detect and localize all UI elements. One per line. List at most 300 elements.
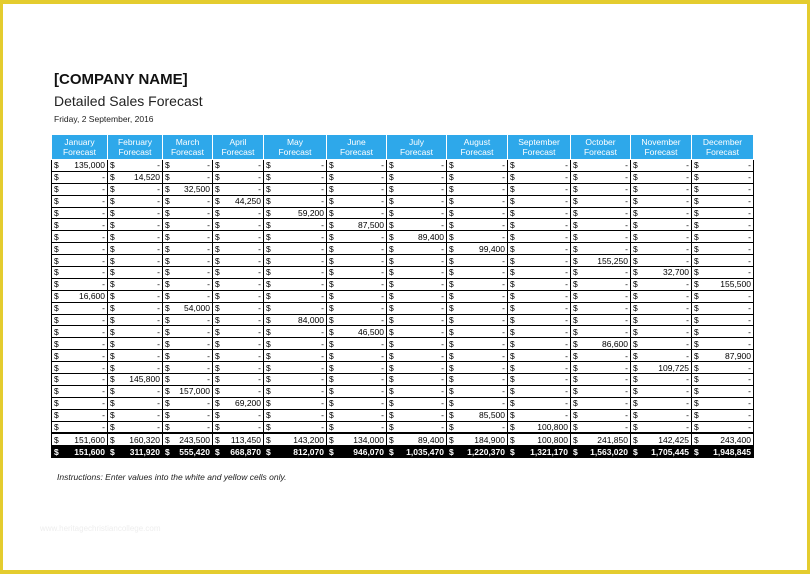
forecast-cell[interactable] xyxy=(52,338,108,350)
forecast-cell[interactable] xyxy=(52,350,108,362)
cell-value: - xyxy=(381,303,384,314)
forecast-cell[interactable] xyxy=(631,385,692,397)
forecast-cell[interactable] xyxy=(327,183,387,195)
forecast-cell[interactable] xyxy=(387,326,447,338)
forecast-cell[interactable] xyxy=(163,409,213,421)
forecast-cell[interactable] xyxy=(571,350,631,362)
forecast-cell[interactable] xyxy=(387,374,447,386)
forecast-cell[interactable] xyxy=(447,171,508,183)
forecast-cell[interactable] xyxy=(52,397,108,409)
forecast-cell[interactable] xyxy=(108,409,163,421)
cell-value: - xyxy=(207,231,210,242)
forecast-cell[interactable] xyxy=(571,219,631,231)
forecast-cell[interactable] xyxy=(387,207,447,219)
forecast-cell[interactable] xyxy=(631,171,692,183)
forecast-cell[interactable] xyxy=(692,267,754,279)
cell-value: - xyxy=(258,315,261,326)
forecast-cell[interactable] xyxy=(264,160,327,172)
forecast-cell[interactable] xyxy=(692,302,754,314)
forecast-cell[interactable] xyxy=(387,314,447,326)
forecast-cell[interactable] xyxy=(571,314,631,326)
company-name[interactable]: [COMPANY NAME] xyxy=(54,71,188,88)
forecast-cell[interactable] xyxy=(108,385,163,397)
forecast-cell[interactable] xyxy=(163,374,213,386)
forecast-cell[interactable] xyxy=(692,207,754,219)
forecast-cell[interactable] xyxy=(692,397,754,409)
forecast-cell[interactable] xyxy=(52,160,108,172)
forecast-cell[interactable] xyxy=(387,195,447,207)
forecast-cell[interactable] xyxy=(213,302,264,314)
forecast-cell[interactable] xyxy=(108,183,163,195)
forecast-cell[interactable] xyxy=(163,278,213,290)
forecast-cell[interactable] xyxy=(213,385,264,397)
forecast-cell[interactable] xyxy=(213,207,264,219)
cell-value: - xyxy=(207,362,210,373)
currency-symbol: $ xyxy=(165,422,170,433)
forecast-cell[interactable] xyxy=(387,219,447,231)
forecast-cell[interactable] xyxy=(692,421,754,433)
currency-symbol: $ xyxy=(266,291,271,302)
forecast-cell[interactable] xyxy=(571,171,631,183)
forecast-cell[interactable] xyxy=(387,350,447,362)
forecast-cell[interactable] xyxy=(108,171,163,183)
forecast-cell[interactable] xyxy=(264,302,327,314)
forecast-cell[interactable] xyxy=(108,338,163,350)
forecast-cell[interactable] xyxy=(327,362,387,374)
forecast-cell[interactable] xyxy=(213,409,264,421)
forecast-cell[interactable] xyxy=(163,290,213,302)
forecast-cell[interactable] xyxy=(264,421,327,433)
forecast-cell[interactable] xyxy=(52,409,108,421)
forecast-cell[interactable] xyxy=(447,314,508,326)
forecast-cell[interactable] xyxy=(508,278,571,290)
forecast-cell[interactable] xyxy=(108,219,163,231)
forecast-cell[interactable] xyxy=(692,409,754,421)
forecast-cell[interactable] xyxy=(163,243,213,255)
forecast-cell[interactable] xyxy=(571,183,631,195)
forecast-cell[interactable] xyxy=(508,385,571,397)
forecast-cell[interactable] xyxy=(163,362,213,374)
forecast-cell[interactable] xyxy=(387,171,447,183)
forecast-cell[interactable] xyxy=(52,219,108,231)
forecast-cell[interactable] xyxy=(213,290,264,302)
forecast-cell[interactable] xyxy=(327,385,387,397)
forecast-cell[interactable] xyxy=(447,362,508,374)
forecast-cell[interactable] xyxy=(692,338,754,350)
forecast-cell[interactable] xyxy=(447,219,508,231)
forecast-cell[interactable] xyxy=(571,385,631,397)
forecast-cell[interactable] xyxy=(108,350,163,362)
forecast-cell[interactable] xyxy=(508,409,571,421)
forecast-cell[interactable] xyxy=(631,183,692,195)
forecast-cell[interactable] xyxy=(387,255,447,267)
forecast-cell[interactable] xyxy=(327,338,387,350)
forecast-cell[interactable] xyxy=(447,385,508,397)
forecast-cell[interactable] xyxy=(508,267,571,279)
forecast-cell[interactable] xyxy=(447,326,508,338)
forecast-cell[interactable] xyxy=(631,255,692,267)
forecast-cell[interactable] xyxy=(52,183,108,195)
forecast-cell[interactable] xyxy=(387,160,447,172)
cell-value: - xyxy=(565,219,568,230)
forecast-cell[interactable] xyxy=(692,326,754,338)
forecast-cell[interactable] xyxy=(264,314,327,326)
forecast-cell[interactable] xyxy=(327,160,387,172)
forecast-cell[interactable] xyxy=(631,338,692,350)
forecast-cell[interactable] xyxy=(387,421,447,433)
forecast-cell[interactable] xyxy=(571,195,631,207)
forecast-cell[interactable] xyxy=(163,338,213,350)
forecast-cell[interactable] xyxy=(264,326,327,338)
forecast-cell[interactable] xyxy=(213,278,264,290)
forecast-cell[interactable] xyxy=(571,231,631,243)
currency-symbol: $ xyxy=(694,243,699,254)
forecast-cell[interactable] xyxy=(327,397,387,409)
cell-value: - xyxy=(502,184,505,195)
forecast-cell[interactable] xyxy=(213,183,264,195)
cell-value: - xyxy=(102,303,105,314)
forecast-cell[interactable] xyxy=(631,326,692,338)
forecast-cell[interactable] xyxy=(692,195,754,207)
forecast-cell[interactable] xyxy=(631,207,692,219)
forecast-cell[interactable] xyxy=(163,183,213,195)
forecast-cell[interactable] xyxy=(327,255,387,267)
forecast-cell[interactable] xyxy=(213,326,264,338)
forecast-cell[interactable] xyxy=(631,350,692,362)
forecast-cell[interactable] xyxy=(508,362,571,374)
forecast-cell[interactable] xyxy=(692,183,754,195)
forecast-cell[interactable] xyxy=(213,255,264,267)
forecast-cell[interactable] xyxy=(213,350,264,362)
currency-symbol: $ xyxy=(266,231,271,242)
forecast-cell[interactable] xyxy=(447,207,508,219)
forecast-cell[interactable] xyxy=(387,362,447,374)
forecast-cell[interactable] xyxy=(213,171,264,183)
forecast-cell[interactable] xyxy=(108,195,163,207)
forecast-cell[interactable] xyxy=(264,290,327,302)
forecast-cell[interactable] xyxy=(387,267,447,279)
forecast-cell[interactable] xyxy=(692,231,754,243)
forecast-cell[interactable] xyxy=(52,374,108,386)
forecast-cell[interactable] xyxy=(108,397,163,409)
forecast-cell[interactable] xyxy=(447,255,508,267)
forecast-cell[interactable] xyxy=(163,421,213,433)
forecast-cell[interactable] xyxy=(264,350,327,362)
forecast-cell[interactable] xyxy=(52,314,108,326)
forecast-cell[interactable] xyxy=(163,160,213,172)
forecast-cell[interactable] xyxy=(264,385,327,397)
forecast-cell[interactable] xyxy=(163,207,213,219)
forecast-cell[interactable] xyxy=(163,302,213,314)
forecast-cell[interactable] xyxy=(447,302,508,314)
forecast-cell[interactable] xyxy=(447,183,508,195)
forecast-cell[interactable] xyxy=(387,243,447,255)
forecast-cell[interactable] xyxy=(571,160,631,172)
forecast-cell[interactable] xyxy=(631,397,692,409)
forecast-cell[interactable] xyxy=(108,243,163,255)
forecast-cell[interactable] xyxy=(571,338,631,350)
forecast-cell[interactable] xyxy=(327,326,387,338)
forecast-cell[interactable] xyxy=(447,338,508,350)
forecast-cell[interactable] xyxy=(508,314,571,326)
forecast-cell[interactable] xyxy=(108,278,163,290)
forecast-cell[interactable] xyxy=(508,255,571,267)
forecast-cell[interactable] xyxy=(327,409,387,421)
forecast-cell[interactable] xyxy=(631,195,692,207)
forecast-cell[interactable] xyxy=(52,385,108,397)
forecast-cell[interactable] xyxy=(264,374,327,386)
forecast-cell[interactable] xyxy=(52,290,108,302)
forecast-cell[interactable] xyxy=(213,362,264,374)
forecast-cell[interactable] xyxy=(447,350,508,362)
forecast-cell[interactable] xyxy=(447,421,508,433)
forecast-cell[interactable] xyxy=(163,326,213,338)
forecast-cell[interactable] xyxy=(692,362,754,374)
forecast-cell[interactable] xyxy=(447,290,508,302)
forecast-cell[interactable] xyxy=(692,255,754,267)
forecast-cell[interactable] xyxy=(631,421,692,433)
forecast-cell[interactable] xyxy=(264,219,327,231)
forecast-cell[interactable] xyxy=(264,267,327,279)
cell-value: 184,900 xyxy=(474,434,505,445)
forecast-cell[interactable] xyxy=(387,409,447,421)
forecast-cell[interactable] xyxy=(692,374,754,386)
forecast-cell[interactable] xyxy=(108,290,163,302)
forecast-cell[interactable] xyxy=(508,290,571,302)
forecast-cell[interactable] xyxy=(692,171,754,183)
forecast-cell[interactable] xyxy=(571,207,631,219)
forecast-cell[interactable] xyxy=(631,362,692,374)
forecast-cell[interactable] xyxy=(631,374,692,386)
forecast-cell[interactable] xyxy=(108,362,163,374)
forecast-cell[interactable] xyxy=(327,290,387,302)
forecast-cell[interactable] xyxy=(571,267,631,279)
forecast-cell[interactable] xyxy=(52,255,108,267)
forecast-cell[interactable] xyxy=(631,231,692,243)
forecast-cell[interactable] xyxy=(508,326,571,338)
forecast-cell[interactable] xyxy=(447,397,508,409)
forecast-cell[interactable] xyxy=(264,207,327,219)
forecast-cell[interactable] xyxy=(631,267,692,279)
forecast-cell[interactable] xyxy=(264,195,327,207)
currency-symbol: $ xyxy=(215,326,220,337)
forecast-cell[interactable] xyxy=(327,374,387,386)
forecast-cell[interactable] xyxy=(692,290,754,302)
forecast-cell[interactable] xyxy=(692,314,754,326)
forecast-cell[interactable] xyxy=(213,374,264,386)
forecast-cell[interactable] xyxy=(163,219,213,231)
forecast-cell[interactable] xyxy=(52,231,108,243)
cell-value: - xyxy=(157,386,160,397)
forecast-cell[interactable] xyxy=(213,397,264,409)
forecast-cell[interactable] xyxy=(447,243,508,255)
forecast-cell[interactable] xyxy=(264,409,327,421)
forecast-cell[interactable] xyxy=(163,255,213,267)
forecast-cell[interactable] xyxy=(108,207,163,219)
forecast-cell[interactable] xyxy=(52,421,108,433)
forecast-cell[interactable] xyxy=(692,160,754,172)
forecast-cell[interactable] xyxy=(508,183,571,195)
forecast-cell[interactable] xyxy=(213,421,264,433)
forecast-cell[interactable] xyxy=(387,302,447,314)
forecast-cell[interactable] xyxy=(508,350,571,362)
forecast-cell[interactable] xyxy=(447,267,508,279)
forecast-cell[interactable] xyxy=(163,171,213,183)
forecast-cell[interactable] xyxy=(631,314,692,326)
forecast-cell[interactable] xyxy=(327,350,387,362)
forecast-cell[interactable] xyxy=(213,267,264,279)
forecast-cell[interactable] xyxy=(508,171,571,183)
forecast-cell[interactable] xyxy=(327,421,387,433)
forecast-cell[interactable] xyxy=(163,314,213,326)
cell-value: 99,400 xyxy=(479,243,505,254)
forecast-cell[interactable] xyxy=(508,160,571,172)
forecast-cell[interactable] xyxy=(571,290,631,302)
forecast-cell[interactable] xyxy=(327,195,387,207)
currency-symbol: $ xyxy=(694,160,699,171)
forecast-cell[interactable] xyxy=(327,267,387,279)
forecast-cell[interactable] xyxy=(571,421,631,433)
forecast-cell[interactable] xyxy=(213,231,264,243)
forecast-cell[interactable] xyxy=(108,302,163,314)
forecast-cell[interactable] xyxy=(447,374,508,386)
forecast-cell[interactable] xyxy=(264,171,327,183)
forecast-cell[interactable] xyxy=(447,160,508,172)
forecast-cell[interactable] xyxy=(52,326,108,338)
forecast-cell[interactable] xyxy=(631,243,692,255)
forecast-cell[interactable] xyxy=(447,409,508,421)
forecast-cell[interactable] xyxy=(447,231,508,243)
forecast-cell[interactable] xyxy=(387,183,447,195)
forecast-cell[interactable] xyxy=(508,397,571,409)
table-row xyxy=(52,160,754,172)
currency-symbol: $ xyxy=(165,315,170,326)
forecast-cell[interactable] xyxy=(508,207,571,219)
forecast-cell[interactable] xyxy=(692,350,754,362)
forecast-cell[interactable] xyxy=(692,278,754,290)
forecast-cell[interactable] xyxy=(52,195,108,207)
forecast-cell[interactable] xyxy=(213,314,264,326)
forecast-cell[interactable] xyxy=(327,243,387,255)
forecast-cell[interactable] xyxy=(508,302,571,314)
forecast-cell[interactable] xyxy=(508,195,571,207)
forecast-cell[interactable] xyxy=(387,231,447,243)
forecast-cell[interactable] xyxy=(264,338,327,350)
cell-value: - xyxy=(748,338,751,349)
forecast-cell[interactable] xyxy=(108,314,163,326)
forecast-cell[interactable] xyxy=(52,278,108,290)
forecast-cell[interactable] xyxy=(163,350,213,362)
forecast-cell[interactable] xyxy=(163,267,213,279)
forecast-cell[interactable] xyxy=(264,278,327,290)
forecast-cell[interactable] xyxy=(571,243,631,255)
forecast-cell[interactable] xyxy=(327,231,387,243)
forecast-cell[interactable] xyxy=(631,290,692,302)
forecast-cell[interactable] xyxy=(108,421,163,433)
forecast-cell[interactable] xyxy=(108,326,163,338)
forecast-cell[interactable] xyxy=(387,338,447,350)
forecast-cell[interactable] xyxy=(52,243,108,255)
forecast-cell[interactable] xyxy=(264,255,327,267)
forecast-cell[interactable] xyxy=(213,338,264,350)
forecast-cell[interactable] xyxy=(571,362,631,374)
forecast-cell[interactable] xyxy=(387,278,447,290)
forecast-cell[interactable] xyxy=(52,171,108,183)
forecast-cell[interactable] xyxy=(264,231,327,243)
forecast-cell[interactable] xyxy=(571,374,631,386)
forecast-cell[interactable] xyxy=(213,195,264,207)
forecast-cell[interactable] xyxy=(108,267,163,279)
forecast-cell[interactable] xyxy=(571,302,631,314)
forecast-cell[interactable] xyxy=(213,219,264,231)
forecast-cell[interactable] xyxy=(52,207,108,219)
forecast-cell[interactable] xyxy=(631,302,692,314)
forecast-cell[interactable] xyxy=(508,243,571,255)
forecast-cell[interactable] xyxy=(327,314,387,326)
forecast-cell[interactable] xyxy=(631,409,692,421)
forecast-cell[interactable] xyxy=(508,231,571,243)
forecast-cell[interactable] xyxy=(108,160,163,172)
forecast-cell[interactable] xyxy=(327,171,387,183)
forecast-cell[interactable] xyxy=(571,255,631,267)
forecast-cell[interactable] xyxy=(108,374,163,386)
forecast-cell[interactable] xyxy=(692,219,754,231)
forecast-cell[interactable] xyxy=(508,421,571,433)
forecast-cell[interactable] xyxy=(163,195,213,207)
forecast-cell[interactable] xyxy=(213,160,264,172)
forecast-cell[interactable] xyxy=(264,362,327,374)
forecast-cell[interactable] xyxy=(52,362,108,374)
forecast-cell[interactable] xyxy=(108,231,163,243)
forecast-cell[interactable] xyxy=(327,207,387,219)
forecast-cell[interactable] xyxy=(108,255,163,267)
cell-value: - xyxy=(502,315,505,326)
cell-value: - xyxy=(625,315,628,326)
forecast-cell[interactable] xyxy=(264,397,327,409)
forecast-cell[interactable] xyxy=(264,183,327,195)
forecast-cell[interactable] xyxy=(52,302,108,314)
forecast-cell[interactable] xyxy=(571,326,631,338)
forecast-cell[interactable] xyxy=(508,338,571,350)
forecast-cell[interactable] xyxy=(447,195,508,207)
forecast-cell[interactable] xyxy=(631,160,692,172)
forecast-cell[interactable] xyxy=(327,219,387,231)
forecast-cell[interactable] xyxy=(52,267,108,279)
forecast-cell[interactable] xyxy=(327,302,387,314)
forecast-cell[interactable] xyxy=(163,231,213,243)
forecast-cell[interactable] xyxy=(213,243,264,255)
forecast-cell[interactable] xyxy=(163,397,213,409)
forecast-cell[interactable] xyxy=(571,409,631,421)
forecast-cell[interactable] xyxy=(264,243,327,255)
forecast-cell[interactable] xyxy=(631,219,692,231)
forecast-cell[interactable] xyxy=(692,243,754,255)
forecast-cell[interactable] xyxy=(163,385,213,397)
forecast-cell[interactable] xyxy=(571,397,631,409)
cell-value: - xyxy=(686,386,689,397)
forecast-cell[interactable] xyxy=(692,385,754,397)
forecast-cell[interactable] xyxy=(508,219,571,231)
forecast-cell[interactable] xyxy=(387,385,447,397)
forecast-cell[interactable] xyxy=(387,397,447,409)
forecast-cell[interactable] xyxy=(631,278,692,290)
forecast-cell[interactable] xyxy=(447,278,508,290)
forecast-cell[interactable] xyxy=(571,278,631,290)
cell-value: - xyxy=(207,219,210,230)
forecast-cell[interactable] xyxy=(387,290,447,302)
forecast-cell[interactable] xyxy=(327,278,387,290)
forecast-cell[interactable] xyxy=(508,374,571,386)
